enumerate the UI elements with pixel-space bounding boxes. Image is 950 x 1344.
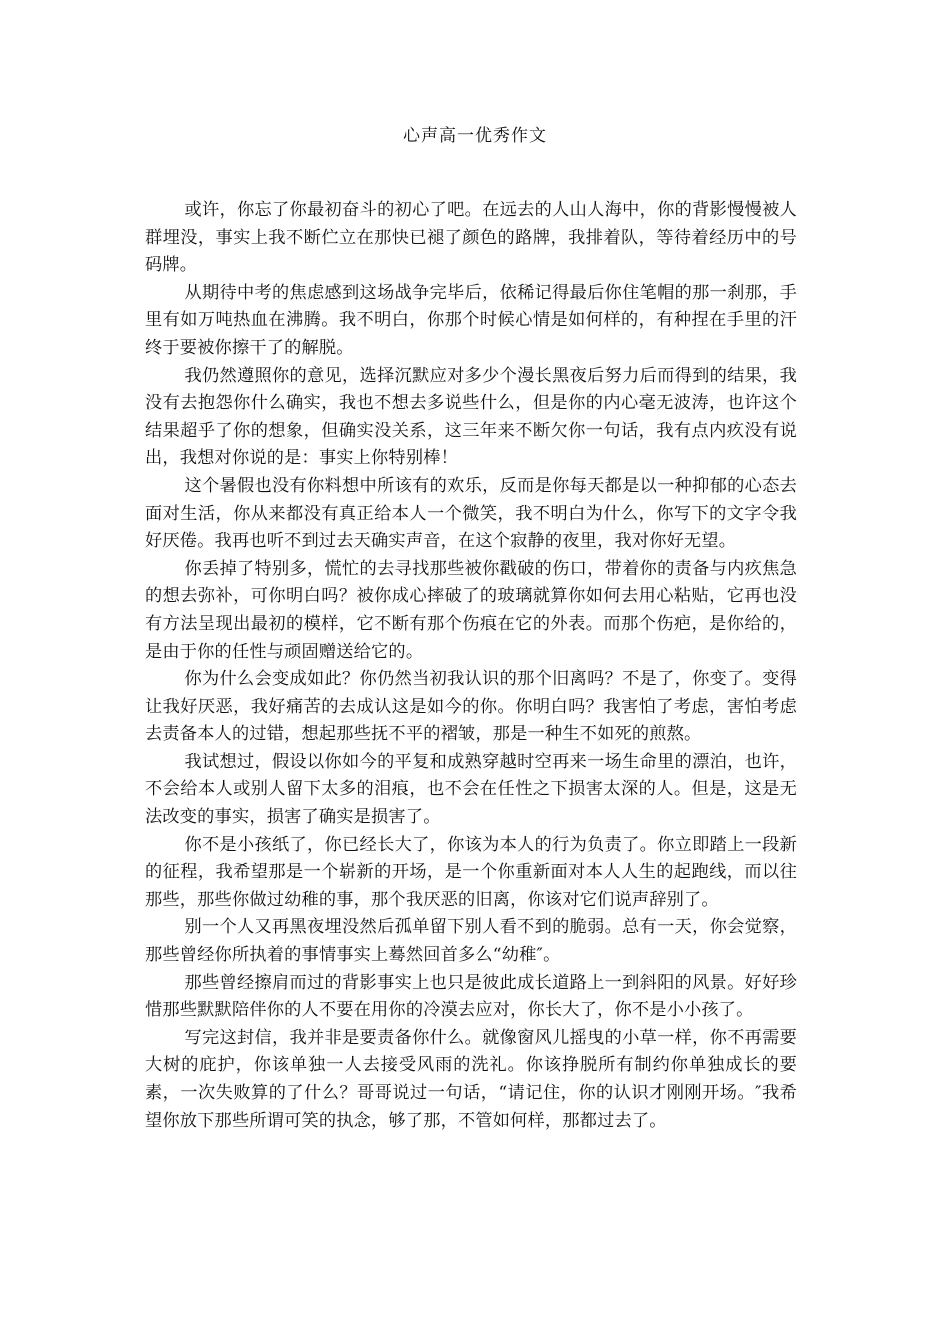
document-title: 心声高一优秀作文 — [403, 126, 547, 146]
paragraph: 或许，你忘了你最初奋斗的初心了吧。在远去的人山人海中，你的背影慢慢被人群埋没，事实上我不断伫立在那快已褪了颜色的路牌，我排着队，等待着经历中的号码牌。 — [145, 200, 797, 276]
paragraph: 那些曾经擦肩而过的背影事实上也只是彼此成长道路上一到斜阳的风景。好好珍惜那些默默陪伴你的人不要在用你的冷漠去应对，你长大了，你不是小小孩了。 — [145, 972, 797, 1021]
paragraph: 我试想过，假设以你如今的平复和成熟穿越时空再来一场生命里的漂泊，也许，不会给本人或别人留下太多的泪痕，也不会在任性之下损害太深的人。但是，这是无法改变的事实，损害了确实是损害了。 — [145, 751, 797, 828]
paragraph: 你为什么会变成如此？你仍然当初我认识的那个旧离吗？不是了，你变了。变得让我好厌恶，我好痛苦的去成认这是如今的你。你明白吗？我害怕了考虑，害怕考虑去责备本人的过错，想起那些抚不平的褶皱，那是一种生不如死的煎熬。 — [145, 669, 797, 745]
paragraph: 你不是小孩纸了，你已经长大了，你该为本人的行为负责了。你立即踏上一段新的征程，我希望那是一个崭新的开场，是一个你重新面对本人人生的起跑线，而以往那些，那些你做过幼稚的事，那个我厌恶的旧离，你该对它们说声辞别了。 — [145, 834, 797, 910]
paragraph: 写完这封信，我并非是要责备你什么。就像窗风儿摇曳的小草一样，你不再需要大树的庇护，你该单独一人去接受风雨的洗礼。你该挣脱所有制约你单独成长的要素，一次失败算的了什么？哥哥说过一句话，“请记住，你的认识才刚刚开场。″我希望你放下那些所谓可笑的执念，够了那，不管如何样，那都过去了。 — [145, 1027, 797, 1131]
paragraph: 别一个人又再黑夜埋没然后孤单留下别人看不到的脆弱。总有一天，你会觉察，那些曾经你所执着的事情事实上蓦然回首多么“幼稚″。 — [145, 917, 797, 966]
paragraph: 我仍然遵照你的意见，选择沉默应对多少个漫长黑夜后努力后而得到的结果，我没有去抱怨你什么确实，我也不想去多说些什么，但是你的内心毫无波涛，也许这个结果超乎了你的想象，但确实没关系，这三年来不断欠你一句话，我有点内疚没有说出，我想对你说的是：事实上你特别棒！ — [145, 365, 797, 469]
paragraph: 从期待中考的焦虑感到这场战争完毕后，依稀记得最后你住笔帽的那一刹那，手里有如万吨热血在沸腾。我不明白，你那个时候心情是如何样的，有种捏在手里的汗终于要被你擦干了的解脱。 — [145, 282, 797, 358]
essay-body — [145, 197, 797, 1135]
paragraph: 这个暑假也没有你料想中所该有的欢乐，反而是你每天都是以一种抑郁的心态去面对生活，你从来都没有真正给本人一个微笑，我不明白为什么，你写下的文字令我好厌倦。我再也听不到过去天确实声音，在这个寂静的夜里，我对你好无望。 — [145, 475, 797, 552]
paragraph: 你丢掉了特别多，慌忙的去寻找那些被你戳破的伤口，带着你的责备与内疚焦急的想去弥补，可你明白吗？被你成心摔破了的玻璃就算你如何去用心粘贴，它再也没有方法呈现出最初的模样，它不断有那个伤痕在它的外表。而那个伤疤，是你给的，是由于你的任性与顽固赠送给它的。 — [145, 558, 797, 662]
